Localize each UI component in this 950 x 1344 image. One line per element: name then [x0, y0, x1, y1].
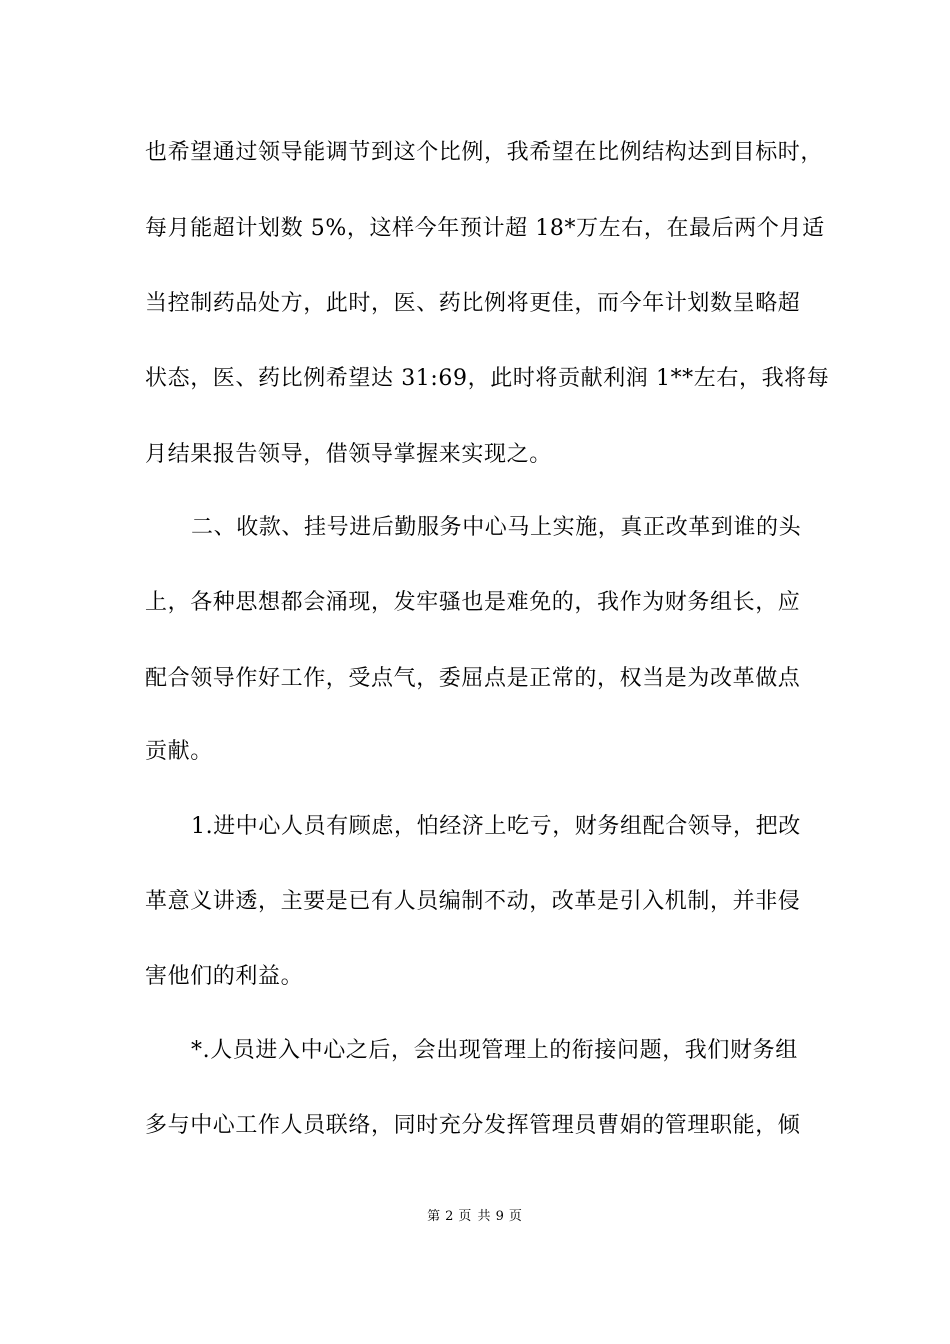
- item-2-line-2: 多与中心工作人员联络，同时充分发挥管理员曹娟的管理职能，倾: [145, 1113, 801, 1138]
- item-1-line-2: 革意义讲透，主要是已有人员编制不动，改革是引入机制，并非侵: [145, 889, 801, 914]
- body-line-5: 月结果报告领导，借领导掌握来实现之。: [145, 442, 552, 467]
- item-1-line-3: 害他们的利益。: [145, 964, 304, 989]
- footer-middle: 页 共: [458, 1209, 492, 1224]
- paragraph-2-line-1: 二、收款、挂号进后勤服务中心马上实施，真正改革到谁的头: [191, 515, 802, 540]
- body-line-1: 也希望通过领导能调节到这个比例，我希望在比例结构达到目标时，: [145, 140, 824, 165]
- item-1-line-1: 1.进中心人员有顾虑，怕经济上吃亏，财务组配合领导，把改: [191, 814, 801, 839]
- body-line-4: 状态，医、药比例希望达 31:69，此时将贡献利润 1**左右，我将每: [145, 366, 830, 391]
- page-footer: [0, 1208, 950, 1226]
- current-page-number: 2: [445, 1209, 455, 1224]
- body-line-2: 每月能超计划数 5%，这样今年预计超 18*万左右，在最后两个月适: [145, 216, 825, 241]
- paragraph-2-line-2: 上，各种思想都会涌现，发牢骚也是难免的，我作为财务组长，应: [145, 590, 801, 615]
- paragraph-2-line-3: 配合领导作好工作，受点气，委屈点是正常的，权当是为改革做点: [145, 666, 801, 691]
- footer-suffix: 页: [508, 1209, 523, 1224]
- paragraph-2-line-4: 贡献。: [145, 739, 213, 764]
- body-line-3: 当控制药品处方，此时，医、药比例将更佳，而今年计划数呈略超: [145, 291, 801, 316]
- item-2-line-1: *.人员进入中心之后，会出现管理上的衔接问题，我们财务组: [191, 1038, 798, 1063]
- footer-prefix: 第: [427, 1209, 442, 1224]
- total-page-number: 9: [495, 1209, 505, 1224]
